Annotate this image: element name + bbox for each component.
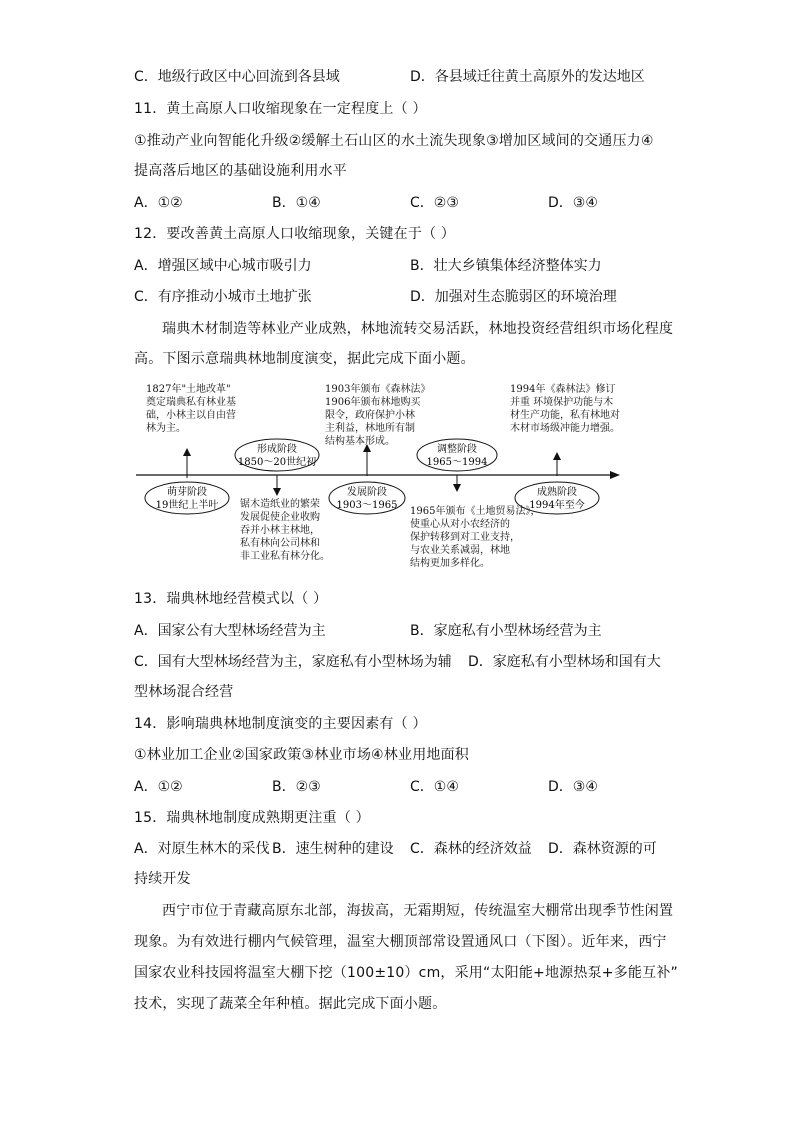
q11-stem: 11．黄土高原人口收缩现象在一定程度上（ ） — [134, 101, 427, 117]
q14-option-d: D．③④ — [548, 779, 598, 795]
q12-option-d: D．加强对生态脆弱区的环境治理 — [410, 289, 617, 305]
q15-option-b: B．速生树种的建设 — [272, 841, 394, 857]
xining-intro-line3: 国家农业科技园将温室大棚下挖（100±10）cm，采用“太阳能+地源热泵+多能互补” — [134, 965, 678, 981]
q15-option-c: C．森林的经济效益 — [410, 841, 532, 857]
q13-stem: 13．瑞典林地经营模式以（ ） — [134, 591, 328, 607]
stage-development-period: 1903～1965 — [336, 500, 398, 511]
q13-option-d-line2: 型林场混合经营 — [134, 684, 234, 700]
stage-formation-period: 1850～20世纪初 — [237, 457, 317, 468]
stage-adjustment-name: 调整阶段 — [437, 444, 477, 455]
q11-items-line2: 提高落后地区的基础设施利用水平 — [134, 163, 347, 179]
q11-option-d: D．③④ — [548, 195, 598, 211]
note-development: 1903年颁布《森林法》 1906年颁布林地购买 限令，政府保护小林 主利益，林地所有制 结构基本形成。 — [325, 384, 431, 447]
q14-option-a: A．①② — [134, 779, 183, 795]
timeline-arrow-head — [610, 471, 620, 479]
stage-formation-name: 形成阶段 — [257, 444, 297, 455]
q12-option-a: A．增强区域中心城市吸引力 — [134, 258, 312, 274]
q15-option-d-line1: D．森林资源的可 — [548, 841, 657, 857]
q12-option-c: C．有序推动小城市土地扩张 — [134, 289, 312, 305]
q13-option-a: A．国家公有大型林场经营为主 — [134, 623, 326, 639]
q11-option-c: C．②③ — [410, 195, 459, 211]
q15-option-d-line2: 持续开发 — [134, 871, 191, 887]
q11-option-a: A．①② — [134, 195, 183, 211]
q13-option-b: B．家庭私有小型林场经营为主 — [410, 623, 602, 639]
q12-stem: 12．要改善黄土高原人口收缩现象，关键在于（ ） — [134, 226, 456, 242]
q10-option-d: D．各县域迁往黄土高原外的发达地区 — [410, 69, 645, 85]
arrow-mature — [553, 452, 561, 460]
q14-option-b: B．②③ — [272, 779, 321, 795]
arrow-formation — [273, 488, 281, 496]
q13-option-d-line1: D．家庭私有小型林场和国有大 — [468, 654, 661, 670]
note-mature: 1994年《森林法》修订 并重 环境保护功能与木 材生产功能，私有林地对 木材市场级冲能力增强。 — [510, 384, 620, 434]
xining-intro-line2: 现象。为有效进行棚内气候管理，温室大棚顶部常设置通风口（下图）。近年来，西宁 — [134, 934, 667, 950]
xining-intro-line1: 西宁市位于青藏高原东北部，海拔高，无霜期短，传统温室大棚常出现季节性闲置 — [162, 903, 674, 919]
arrow-adjustment — [453, 484, 461, 492]
stage-adjustment-period: 1965～1994 — [426, 457, 488, 468]
q11-option-b: B．①④ — [272, 195, 321, 211]
xining-intro-line4: 技术，实现了蔬菜全年种植。据此完成下面小题。 — [134, 996, 447, 1012]
stage-sprout-name: 萌芽阶段 — [167, 487, 207, 498]
note-sprout: 1827年"土地改革" 奠定瑞典私有林业基 础，小林主以自由营 林为主。 — [146, 384, 236, 434]
note-formation: 锯木造纸业的繁荣 发展促使企业收购 吞并小林主林地， 私有林向公司林和 非工业私有林分化。 — [240, 499, 330, 562]
arrow-sprout — [183, 448, 191, 456]
q15-option-a: A．对原生林木的采伐 — [134, 841, 270, 857]
note-adjustment: 1965年颁布《土地贸易法》， 使重心从对小农经济的 保护转移到对工业支持， 与农业关系减弱，林地 结构更加多样化。 — [410, 506, 541, 569]
q14-stem: 14．影响瑞典林地制度演变的主要因素有（ ） — [134, 716, 427, 732]
q12-option-b: B．壮大乡镇集体经济整体实力 — [410, 258, 602, 274]
stage-sprout-period: 19世纪上半叶 — [155, 500, 219, 511]
stage-development-name: 发展阶段 — [347, 487, 387, 498]
q11-items-line1: ①推动产业向智能化升级②缓解土石山区的水土流失现象③增加区域间的交通压力④ — [134, 133, 654, 149]
sweden-intro-line1: 瑞典木材制造等林业产业成熟，林地流转交易活跃，林地投资经营组织市场化程度 — [162, 321, 674, 337]
q14-option-c: C．①④ — [410, 779, 459, 795]
sweden-intro-line2: 高。下图示意瑞典林地制度演变，据此完成下面小题。 — [134, 351, 475, 367]
stage-mature-name: 成熟阶段 — [537, 487, 577, 498]
q10-option-c: C．地级行政区中心回流到各县域 — [134, 69, 340, 85]
q14-items: ①林业加工企业②国家政策③林业市场④林业用地面积 — [134, 747, 470, 763]
stage-mature-period: 1994年至今 — [529, 500, 585, 511]
q15-stem: 15．瑞典林地制度成熟期更注重（ ） — [134, 810, 370, 826]
q13-option-c: C．国有大型林场经营为主，家庭私有小型林场为辅 — [134, 654, 452, 670]
